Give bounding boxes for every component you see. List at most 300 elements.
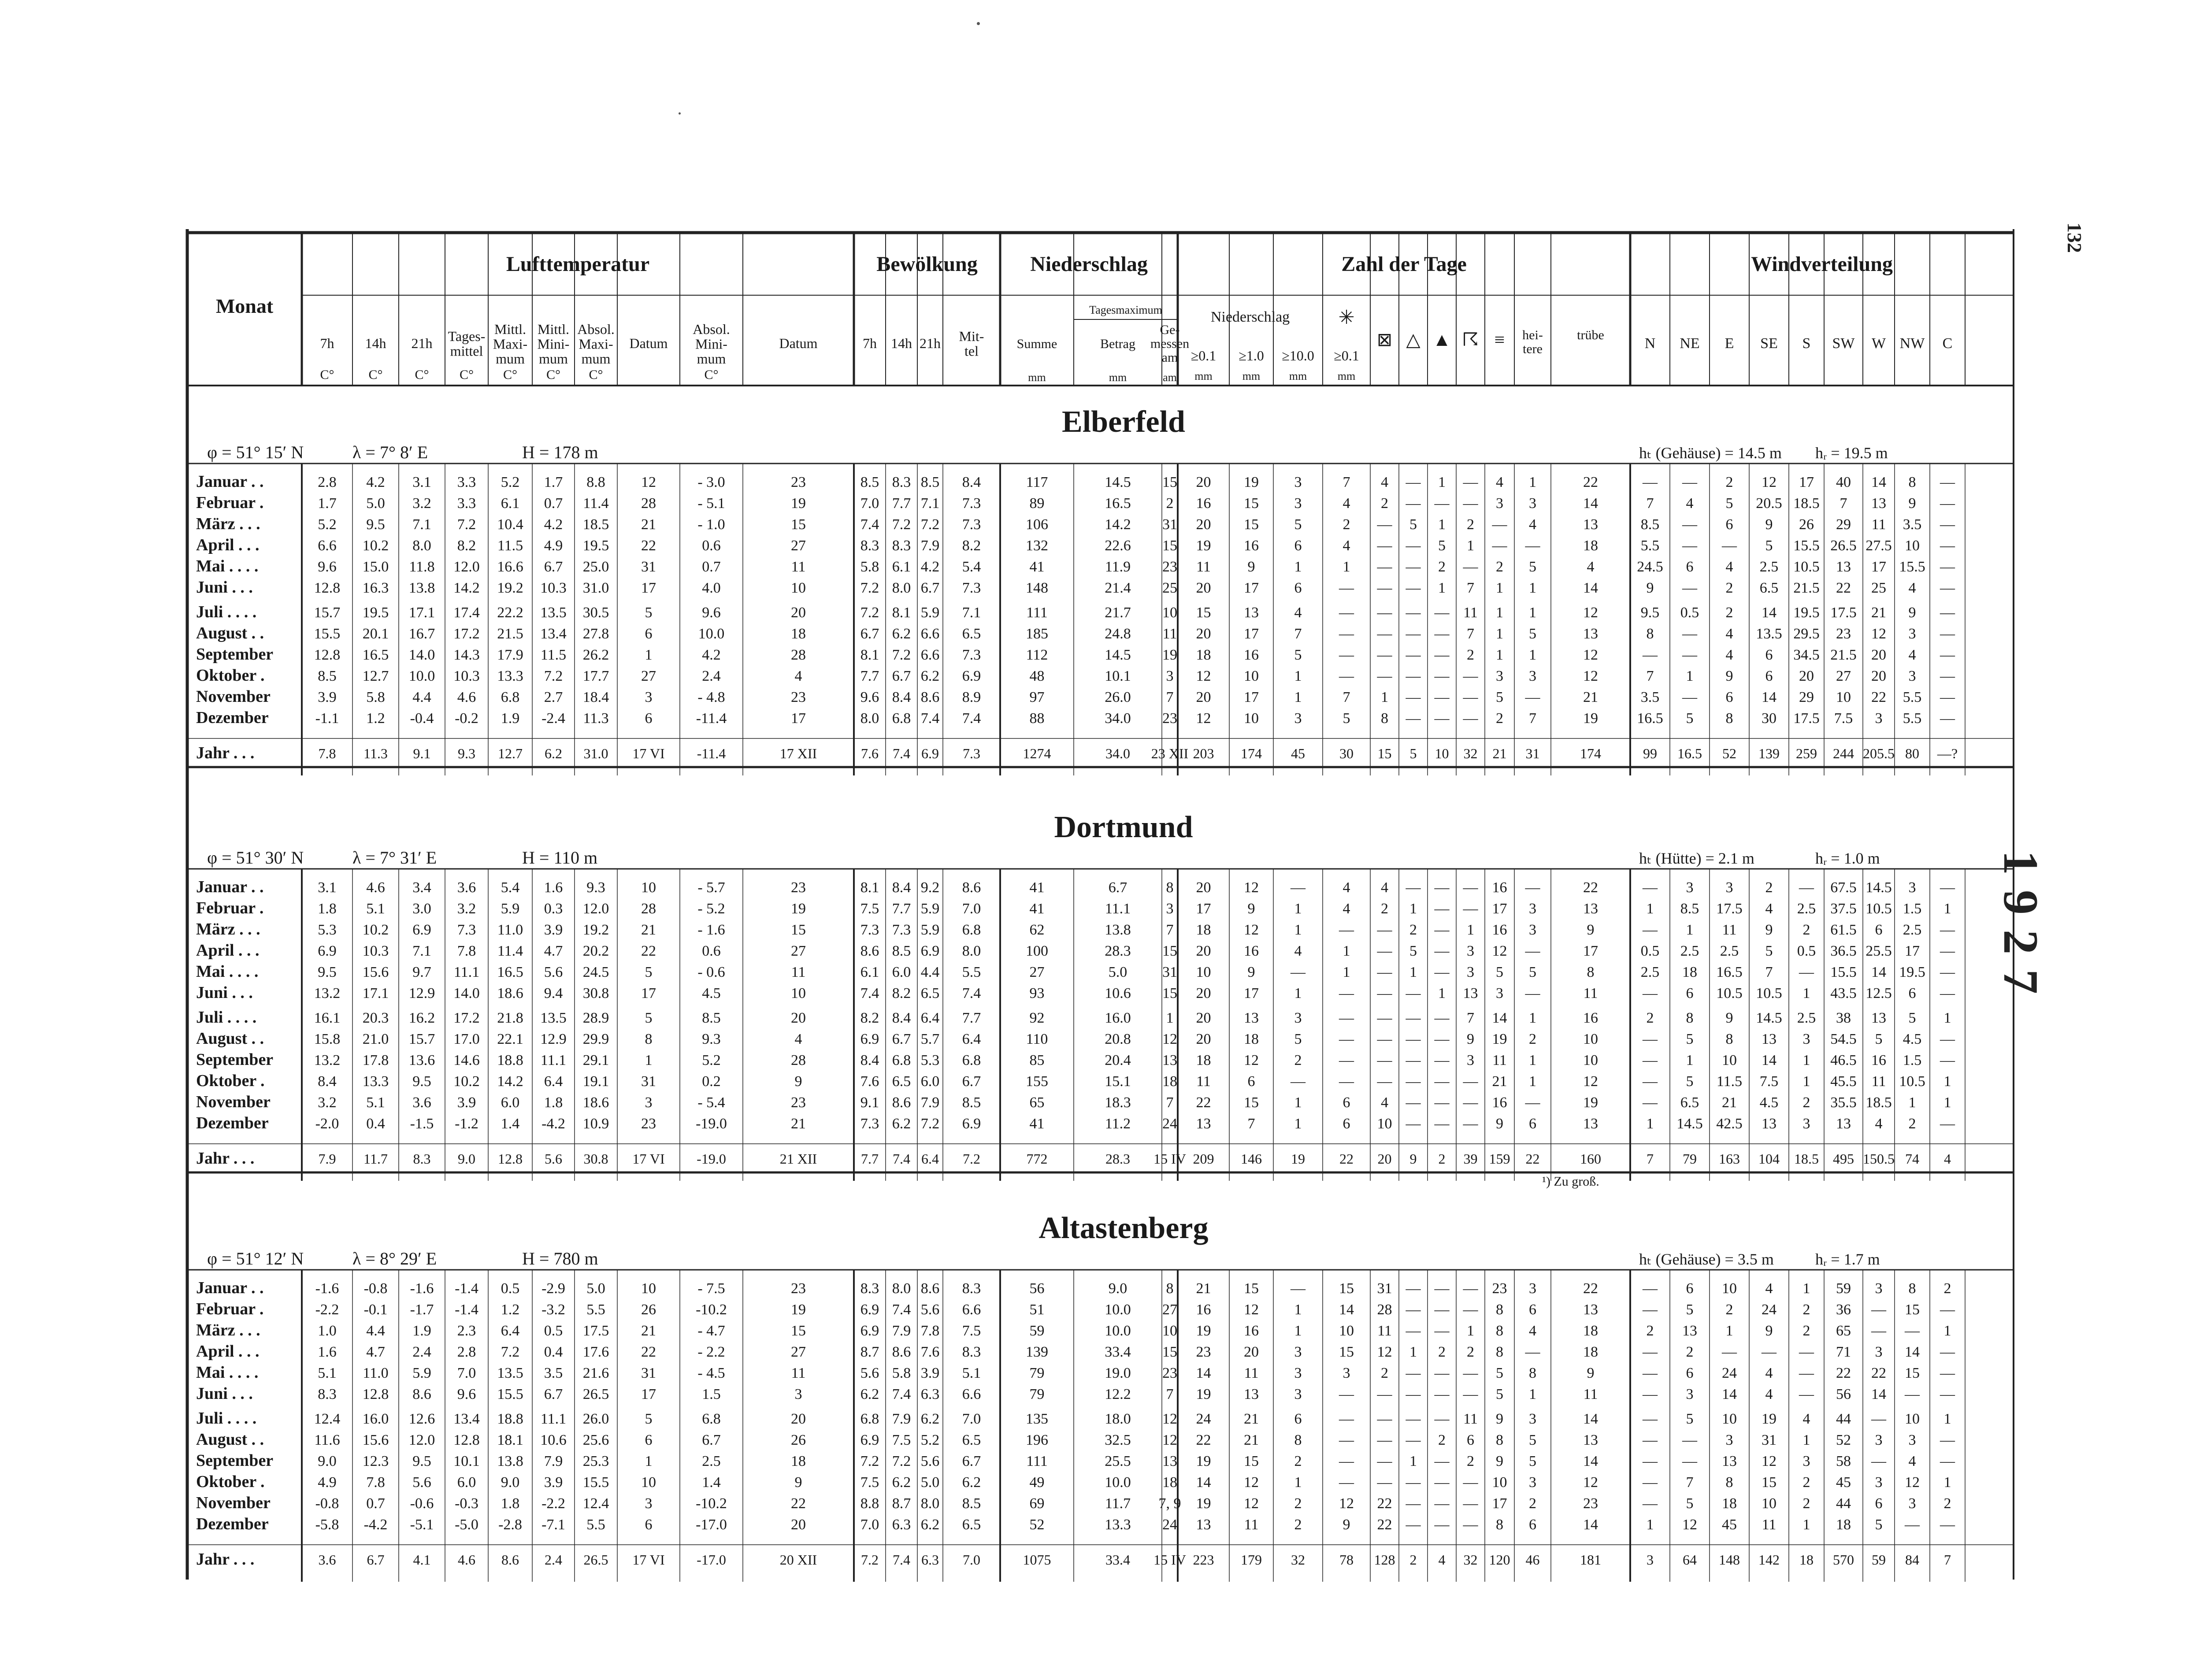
table-cell: 21.5 xyxy=(497,626,523,642)
table-cell: — xyxy=(1377,1073,1392,1090)
group-title: Bewölkung xyxy=(876,252,978,276)
table-cell: 3 xyxy=(1725,1432,1733,1448)
table-cell: 2 xyxy=(1438,1432,1446,1448)
year-cell: 5 xyxy=(1409,745,1417,761)
table-cell: 8.0 xyxy=(920,1495,940,1512)
table-cell: 7.4 xyxy=(962,710,981,727)
table-cell: 1 xyxy=(1686,668,1694,684)
table-cell: — xyxy=(1940,626,1955,642)
table-cell: 26.5 xyxy=(582,1386,609,1402)
table-cell: 14 xyxy=(1583,1411,1598,1427)
table-cell: 23 xyxy=(791,1094,806,1111)
table-cell: 3 xyxy=(1908,1495,1916,1512)
table-cell: 23 xyxy=(791,689,806,705)
table-cell: — xyxy=(1377,668,1392,684)
month-label: Dezember xyxy=(196,1515,269,1533)
table-cell: 4.5 xyxy=(1759,1094,1779,1111)
month-label: August . . xyxy=(196,1430,264,1449)
table-cell: — xyxy=(1463,1386,1478,1402)
year-cell: 15 IV xyxy=(1153,1151,1186,1167)
table-cell: 5.8 xyxy=(860,559,879,575)
table-cell: 7.3 xyxy=(962,516,981,533)
table-cell: -4.2 xyxy=(363,1517,388,1533)
table-cell: — xyxy=(1463,710,1478,727)
month-label: Oktober . xyxy=(196,1072,265,1090)
table-cell: 106 xyxy=(1026,516,1048,533)
table-cell: 8.3 xyxy=(860,1280,879,1297)
table-cell: 7.2 xyxy=(860,580,879,596)
year-cell: —? xyxy=(1937,745,1958,761)
table-cell: 17.5 xyxy=(1793,710,1820,727)
table-cell: 15 xyxy=(1244,495,1259,512)
table-cell: 1 xyxy=(1294,668,1302,684)
table-cell: 14 xyxy=(1762,605,1776,621)
table-cell: 4 xyxy=(1765,1280,1773,1297)
col-unit: mm xyxy=(1109,371,1127,384)
table-cell: 1 xyxy=(1646,1116,1654,1132)
table-cell: 3.4 xyxy=(412,879,431,896)
table-cell: 7.7 xyxy=(892,495,911,512)
table-cell: 8 xyxy=(1686,1010,1694,1026)
table-cell: 59 xyxy=(1029,1323,1045,1339)
table-cell: 5.0 xyxy=(586,1280,605,1297)
table-cell: 2.5 xyxy=(1720,943,1739,959)
col-temp: mittel xyxy=(450,343,483,359)
table-cell: — xyxy=(1377,1411,1392,1427)
table-cell: — xyxy=(1643,1386,1658,1402)
table-cell: 2 xyxy=(1381,1365,1388,1381)
table-cell: 16.5 xyxy=(1105,495,1131,512)
table-cell: 34.5 xyxy=(1793,647,1820,663)
table-cell: 34.0 xyxy=(1105,710,1131,727)
table-cell: 7.0 xyxy=(860,495,879,512)
table-cell: 1 xyxy=(1409,964,1417,980)
table-cell: 20 xyxy=(1196,626,1211,642)
table-cell: — xyxy=(1940,1052,1955,1068)
table-cell: 7.1 xyxy=(920,495,940,512)
table-cell: 13 xyxy=(1196,1517,1211,1533)
col-precip: Summe xyxy=(1016,337,1057,351)
table-cell: 5 xyxy=(1686,1073,1694,1090)
table-cell: 6.7 xyxy=(892,668,911,684)
table-cell: 6 xyxy=(1686,1365,1694,1381)
table-cell: 13.8 xyxy=(408,580,435,596)
table-cell: 6.8 xyxy=(702,1411,721,1427)
table-cell: 6.9 xyxy=(860,1323,879,1339)
table-cell: 12 xyxy=(1377,1344,1392,1360)
table-cell: 3 xyxy=(645,689,653,705)
table-cell: 3 xyxy=(1294,1344,1302,1360)
table-cell: 7 xyxy=(1166,1386,1174,1402)
table-cell: 10.5 xyxy=(1716,985,1743,1001)
table-cell: 20.1 xyxy=(362,626,389,642)
table-cell: 9.2 xyxy=(920,879,940,896)
table-cell: 1 xyxy=(1686,922,1694,938)
table-cell: — xyxy=(1682,689,1697,705)
group-title: Niederschlag xyxy=(1030,252,1148,276)
station-elberfeld xyxy=(196,405,1958,762)
table-cell: 5.6 xyxy=(412,1474,431,1491)
table-cell: 17.6 xyxy=(582,1344,609,1360)
col-wind: NW xyxy=(1899,335,1925,352)
table-cell: 16 xyxy=(1244,647,1259,663)
table-cell: 1 xyxy=(1467,1323,1474,1339)
table-cell: 5.6 xyxy=(860,1365,879,1381)
table-cell: 1 xyxy=(1438,985,1446,1001)
table-cell: 22 xyxy=(1583,474,1598,490)
col-unit: C° xyxy=(459,367,474,382)
table-cell: — xyxy=(1406,559,1421,575)
year-cell: 78 xyxy=(1339,1552,1354,1568)
table-cell: — xyxy=(1525,985,1540,1001)
table-cell: 18 xyxy=(1722,1495,1737,1512)
table-cell: 21 xyxy=(641,516,656,533)
table-cell: 1.6 xyxy=(318,1344,337,1360)
table-cell: 12 xyxy=(1339,1495,1354,1512)
table-cell: — xyxy=(1434,964,1450,980)
table-cell: 6.2 xyxy=(892,1474,911,1491)
table-cell: 1 xyxy=(1496,647,1503,663)
table-cell: 22 xyxy=(1871,1365,1886,1381)
table-cell: — xyxy=(1682,647,1697,663)
table-cell: 14 xyxy=(1492,1010,1507,1026)
table-cell: — xyxy=(1463,1474,1478,1491)
table-cell: 7.4 xyxy=(892,1386,911,1402)
table-cell: 12.4 xyxy=(314,1411,341,1427)
table-cell: 5.5 xyxy=(1903,689,1922,705)
table-cell: 79 xyxy=(1029,1365,1045,1381)
table-cell: — xyxy=(1406,1031,1421,1047)
table-cell: 7.5 xyxy=(860,1474,879,1491)
table-cell: — xyxy=(1940,474,1955,490)
table-cell: 6 xyxy=(1765,647,1773,663)
table-cell: 10 xyxy=(1905,538,1920,554)
table-cell: 9.6 xyxy=(457,1386,476,1402)
year-cell: 11.3 xyxy=(363,745,388,761)
table-cell: 19 xyxy=(1196,1495,1211,1512)
col-precip: messen xyxy=(1150,336,1190,351)
group-title: Windverteilung xyxy=(1751,252,1893,276)
table-cell: 10 xyxy=(1162,605,1177,621)
table-cell: 37.5 xyxy=(1830,901,1857,917)
table-cell: 21 xyxy=(1244,1411,1259,1427)
table-cell: — xyxy=(1339,1010,1354,1026)
table-cell: — xyxy=(1377,1432,1392,1448)
table-cell: 9 xyxy=(1765,1323,1773,1339)
year-cell: 7 xyxy=(1647,1151,1654,1167)
table-cell: 4.2 xyxy=(920,559,940,575)
table-cell: 24 xyxy=(1162,1116,1177,1132)
table-cell: 12.9 xyxy=(408,985,435,1001)
table-cell: 11 xyxy=(1583,985,1598,1001)
table-cell: -7.1 xyxy=(541,1517,565,1533)
table-cell: 5 xyxy=(1529,1432,1536,1448)
table-cell: 13.5 xyxy=(540,605,567,621)
table-cell: — xyxy=(1434,1031,1450,1047)
table-cell: — xyxy=(1339,1073,1354,1090)
table-cell: 14 xyxy=(1583,495,1598,512)
table-cell: 13 xyxy=(1871,1010,1886,1026)
group-title: Lufttemperatur xyxy=(506,252,650,276)
table-cell: 2.4 xyxy=(412,1344,431,1360)
table-cell: 18 xyxy=(1244,1031,1259,1047)
table-cell: - 0.6 xyxy=(697,964,725,980)
table-cell: 7.9 xyxy=(920,1094,940,1111)
table-cell: 20 xyxy=(791,1010,806,1026)
year-cell: 33.4 xyxy=(1105,1552,1130,1568)
table-cell: 5 xyxy=(1294,1031,1302,1047)
table-cell: 16 xyxy=(1196,495,1211,512)
table-cell: — xyxy=(1291,964,1305,980)
table-cell: 54.5 xyxy=(1830,1031,1857,1047)
station-height: hₜ (Gehäuse) = 3.5 m xyxy=(1639,1250,1774,1268)
year-cell: 179 xyxy=(1241,1552,1262,1568)
table-cell: — xyxy=(1799,964,1814,980)
table-cell: 15.0 xyxy=(362,559,389,575)
table-cell: 10 xyxy=(1722,1052,1737,1068)
table-cell: — xyxy=(1940,1453,1955,1469)
table-cell: 6.4 xyxy=(962,1031,981,1047)
table-cell: — xyxy=(1291,1280,1305,1297)
table-cell: 1 xyxy=(1294,1094,1302,1111)
table-cell: — xyxy=(1406,626,1421,642)
table-cell: 2.3 xyxy=(457,1323,476,1339)
table-cell: — xyxy=(1940,689,1955,705)
table-cell: 3 xyxy=(1529,668,1536,684)
col-temp: Datum xyxy=(779,335,818,351)
table-cell: 0.7 xyxy=(366,1495,385,1512)
table-cell: — xyxy=(1643,1094,1658,1111)
month-label: Juni . . . xyxy=(196,1384,253,1403)
table-cell: 20 xyxy=(1871,668,1886,684)
table-cell: 17 xyxy=(1905,943,1920,959)
table-cell: 5 xyxy=(1686,1031,1694,1047)
table-cell: 4 xyxy=(1496,474,1503,490)
table-cell: 6.4 xyxy=(501,1323,520,1339)
table-cell: 185 xyxy=(1026,626,1048,642)
table-cell: 31 xyxy=(1162,964,1177,980)
table-cell: -0.3 xyxy=(455,1495,478,1512)
table-cell: 10.3 xyxy=(540,580,567,596)
table-cell: 22 xyxy=(641,1344,656,1360)
table-cell: 8.6 xyxy=(892,1094,911,1111)
month-label: Dezember xyxy=(196,1114,269,1132)
table-cell: 17.2 xyxy=(453,1010,480,1026)
table-cell: — xyxy=(1905,1323,1920,1339)
table-cell: 1 xyxy=(1802,1073,1810,1090)
table-cell: 14 xyxy=(1871,474,1886,490)
table-cell: — xyxy=(1406,689,1421,705)
table-cell: 11 xyxy=(1196,1073,1211,1090)
table-cell: 17 xyxy=(1244,689,1259,705)
table-cell: — xyxy=(1905,1517,1920,1533)
table-cell: 13.8 xyxy=(497,1453,523,1469)
table-cell: 0.4 xyxy=(544,1344,563,1360)
table-cell: — xyxy=(1940,538,1955,554)
table-cell: 13.3 xyxy=(497,668,523,684)
table-cell: 2 xyxy=(1294,1453,1302,1469)
table-cell: — xyxy=(1339,605,1354,621)
table-cell: — xyxy=(1377,943,1392,959)
table-cell: 6 xyxy=(1725,689,1733,705)
year-cell: 32 xyxy=(1463,745,1478,761)
table-cell: 3 xyxy=(1908,879,1916,896)
table-cell: 20 xyxy=(1196,879,1211,896)
table-cell: 7 xyxy=(1529,710,1536,727)
table-cell: 15 xyxy=(1244,1094,1259,1111)
table-cell: 8.0 xyxy=(892,1280,911,1297)
table-cell: 5 xyxy=(1686,1411,1694,1427)
table-cell: 3 xyxy=(1166,901,1174,917)
table-cell: 3 xyxy=(1875,1474,1883,1491)
table-cell: - 3.0 xyxy=(697,474,725,490)
table-cell: 6.7 xyxy=(920,580,940,596)
table-cell: 11.8 xyxy=(409,559,435,575)
table-cell: 3 xyxy=(1496,985,1503,1001)
table-cell: 2 xyxy=(1725,1302,1733,1318)
table-cell: 7.2 xyxy=(457,516,476,533)
table-cell: 3 xyxy=(794,1386,802,1402)
table-cell: 10 xyxy=(1722,1411,1737,1427)
table-cell: 9.3 xyxy=(702,1031,721,1047)
table-cell: 92 xyxy=(1029,1010,1045,1026)
table-cell: 1 xyxy=(1646,1517,1654,1533)
table-cell: 196 xyxy=(1026,1432,1048,1448)
table-cell: 22 xyxy=(1196,1094,1211,1111)
table-cell: 21.6 xyxy=(582,1365,609,1381)
table-cell: 7.2 xyxy=(920,1116,940,1132)
table-cell: 13 xyxy=(1162,1052,1177,1068)
table-cell: 14 xyxy=(1905,1344,1920,1360)
table-cell: 8.2 xyxy=(892,985,911,1001)
table-cell: 6.7 xyxy=(1108,879,1127,896)
table-cell: 19 xyxy=(1196,538,1211,554)
year-cell: -17.0 xyxy=(697,1552,726,1568)
year-cell: 34.0 xyxy=(1105,745,1130,761)
table-cell: — xyxy=(1339,626,1354,642)
table-cell: 10 xyxy=(1836,689,1851,705)
table-cell: 21 xyxy=(1871,605,1886,621)
table-cell: 15 xyxy=(1162,1344,1177,1360)
table-cell: - 1.0 xyxy=(697,516,725,533)
table-cell: 14 xyxy=(1871,1386,1886,1402)
table-cell: 6.8 xyxy=(962,1052,981,1068)
table-cell: — xyxy=(1463,668,1478,684)
table-cell: 18.0 xyxy=(1105,1411,1131,1427)
table-cell: 52 xyxy=(1029,1517,1045,1533)
table-cell: 20 xyxy=(1196,474,1211,490)
table-cell: 23 xyxy=(1583,1495,1598,1512)
col-wind: W xyxy=(1871,335,1886,352)
col-unit: C° xyxy=(368,367,383,382)
table-cell: 17 xyxy=(1492,1495,1507,1512)
table-cell: 13.2 xyxy=(314,985,341,1001)
table-cell: 29.9 xyxy=(582,1031,609,1047)
table-cell: 5 xyxy=(1686,710,1694,727)
year-cell: 146 xyxy=(1241,1151,1262,1167)
table-cell: 12 xyxy=(641,474,656,490)
table-cell: 6 xyxy=(1294,580,1302,596)
table-cell: 12 xyxy=(1583,647,1598,663)
table-cell: 2 xyxy=(1908,1116,1916,1132)
table-cell: 13 xyxy=(1836,559,1851,575)
table-cell: — xyxy=(1463,1116,1478,1132)
table-cell: 17.4 xyxy=(453,605,480,621)
table-cell: 16 xyxy=(1244,538,1259,554)
table-cell: — xyxy=(1377,605,1392,621)
table-cell: 6.4 xyxy=(920,1010,940,1026)
table-cell: 5.8 xyxy=(366,689,385,705)
table-cell: 5.0 xyxy=(920,1474,940,1491)
table-cell: — xyxy=(1406,1517,1421,1533)
table-cell: 18 xyxy=(791,1453,806,1469)
table-cell: — xyxy=(1940,647,1955,663)
table-cell: 1 xyxy=(1943,1323,1951,1339)
table-cell: — xyxy=(1434,1411,1450,1427)
table-cell: 8.1 xyxy=(860,647,879,663)
table-cell: — xyxy=(1434,1116,1450,1132)
month-label: Januar . . xyxy=(196,1279,264,1297)
table-cell: 20 xyxy=(1196,943,1211,959)
table-cell: 8.3 xyxy=(892,474,911,490)
table-cell: 25 xyxy=(1162,580,1177,596)
table-cell: 7 xyxy=(1166,689,1174,705)
table-cell: 5.1 xyxy=(366,901,385,917)
year-label: Jahr . . . xyxy=(196,1550,255,1569)
table-cell: 8 xyxy=(645,1031,653,1047)
table-cell: 25.5 xyxy=(1105,1453,1131,1469)
table-cell: 7, 9 xyxy=(1158,1495,1181,1512)
table-header xyxy=(216,252,1953,384)
station-height: hₜ (Gehäuse) = 14.5 m xyxy=(1639,444,1782,462)
table-cell: 8 xyxy=(1496,1323,1503,1339)
table-cell: 2 xyxy=(1802,1323,1810,1339)
table-cell: 4 xyxy=(794,668,802,684)
table-cell: 65 xyxy=(1029,1094,1045,1111)
table-cell: 5.3 xyxy=(318,922,337,938)
table-cell: — xyxy=(1434,495,1450,512)
table-cell: 5.2 xyxy=(920,1432,940,1448)
table-cell: 11 xyxy=(1762,1517,1776,1533)
table-cell: 7.3 xyxy=(962,647,981,663)
table-cell: 10.1 xyxy=(1105,668,1131,684)
year-cell: 8.3 xyxy=(413,1151,431,1167)
table-cell: 13 xyxy=(1162,1453,1177,1469)
table-cell: 2 xyxy=(1802,922,1810,938)
table-cell: 20 xyxy=(1799,668,1814,684)
year-cell: 209 xyxy=(1193,1151,1214,1167)
table-cell: 11 xyxy=(1196,559,1211,575)
table-cell: 4.4 xyxy=(920,964,940,980)
table-cell: — xyxy=(1339,1474,1354,1491)
table-cell: 7.9 xyxy=(892,1411,911,1427)
table-cell: 62 xyxy=(1029,922,1045,938)
table-cell: 8.9 xyxy=(962,689,981,705)
year-label: Jahr . . . xyxy=(196,744,255,762)
table-cell: 6.9 xyxy=(412,922,431,938)
year-cell: 7.8 xyxy=(318,745,336,761)
month-label: April . . . xyxy=(196,536,260,554)
table-cell: — xyxy=(1434,605,1450,621)
table-cell: - 5.7 xyxy=(697,879,725,896)
table-cell: 7.2 xyxy=(860,605,879,621)
table-cell: 5.9 xyxy=(920,901,940,917)
table-cell: 2 xyxy=(1529,1031,1536,1047)
month-label: September xyxy=(196,645,274,664)
table-cell: 17.8 xyxy=(362,1052,389,1068)
table-cell: 9 xyxy=(1587,1365,1595,1381)
table-cell: 6.2 xyxy=(962,1474,981,1491)
